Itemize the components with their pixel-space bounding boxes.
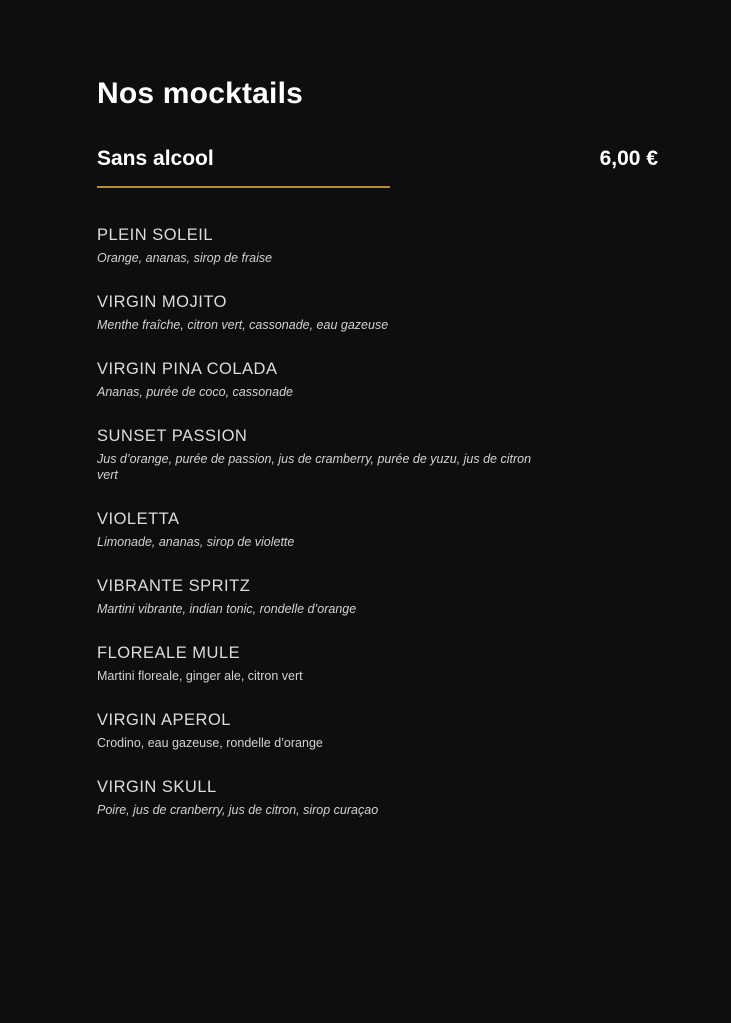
menu-item: [97, 359, 658, 400]
item-name: VIRGIN SKULL: [97, 778, 217, 796]
item-name: FLOREALE MULE: [97, 644, 241, 662]
section-header: [97, 146, 658, 171]
item-description: Poire, jus de cranberry, jus de citron, sirop curaçao: [97, 803, 379, 817]
menu-item: [97, 426, 658, 483]
section-title: Sans alcool: [97, 147, 214, 170]
item-name: PLEIN SOLEIL: [97, 226, 214, 244]
item-description: Limonade, ananas, sirop de violette: [97, 535, 295, 549]
section-underline: [97, 186, 390, 188]
item-description: Menthe fraîche, citron vert, cassonade, eau gazeuse: [97, 318, 389, 332]
menu-item: [97, 225, 658, 266]
item-name: VIBRANTE SPRITZ: [97, 577, 251, 595]
item-description: Jus d’orange, purée de passion, jus de cramberry, purée de yuzu, jus de citron vert: [97, 452, 532, 482]
item-name: VIOLETTA: [97, 510, 180, 528]
item-description: Martini vibrante, indian tonic, rondelle d’orange: [97, 602, 357, 616]
item-description: Orange, ananas, sirop de fraise: [97, 251, 273, 265]
item-name: VIRGIN MOJITO: [97, 293, 227, 311]
menu-item: [97, 576, 658, 617]
page-title: Nos mocktails: [97, 77, 304, 110]
menu-item: [97, 509, 658, 550]
menu-items: [97, 225, 658, 818]
item-name: SUNSET PASSION: [97, 427, 248, 445]
item-description: Crodino, eau gazeuse, rondelle d’orange: [97, 736, 323, 750]
menu-item: [97, 643, 658, 684]
menu-item: [97, 710, 658, 751]
item-name: VIRGIN APEROL: [97, 711, 231, 729]
section-price: 6,00 €: [599, 147, 658, 170]
item-description: Ananas, purée de coco, cassonade: [97, 385, 293, 399]
item-description: Martini floreale, ginger ale, citron vert: [97, 669, 303, 683]
item-name: VIRGIN PINA COLADA: [97, 360, 278, 378]
menu-item: [97, 777, 658, 818]
menu-item: [97, 292, 658, 333]
